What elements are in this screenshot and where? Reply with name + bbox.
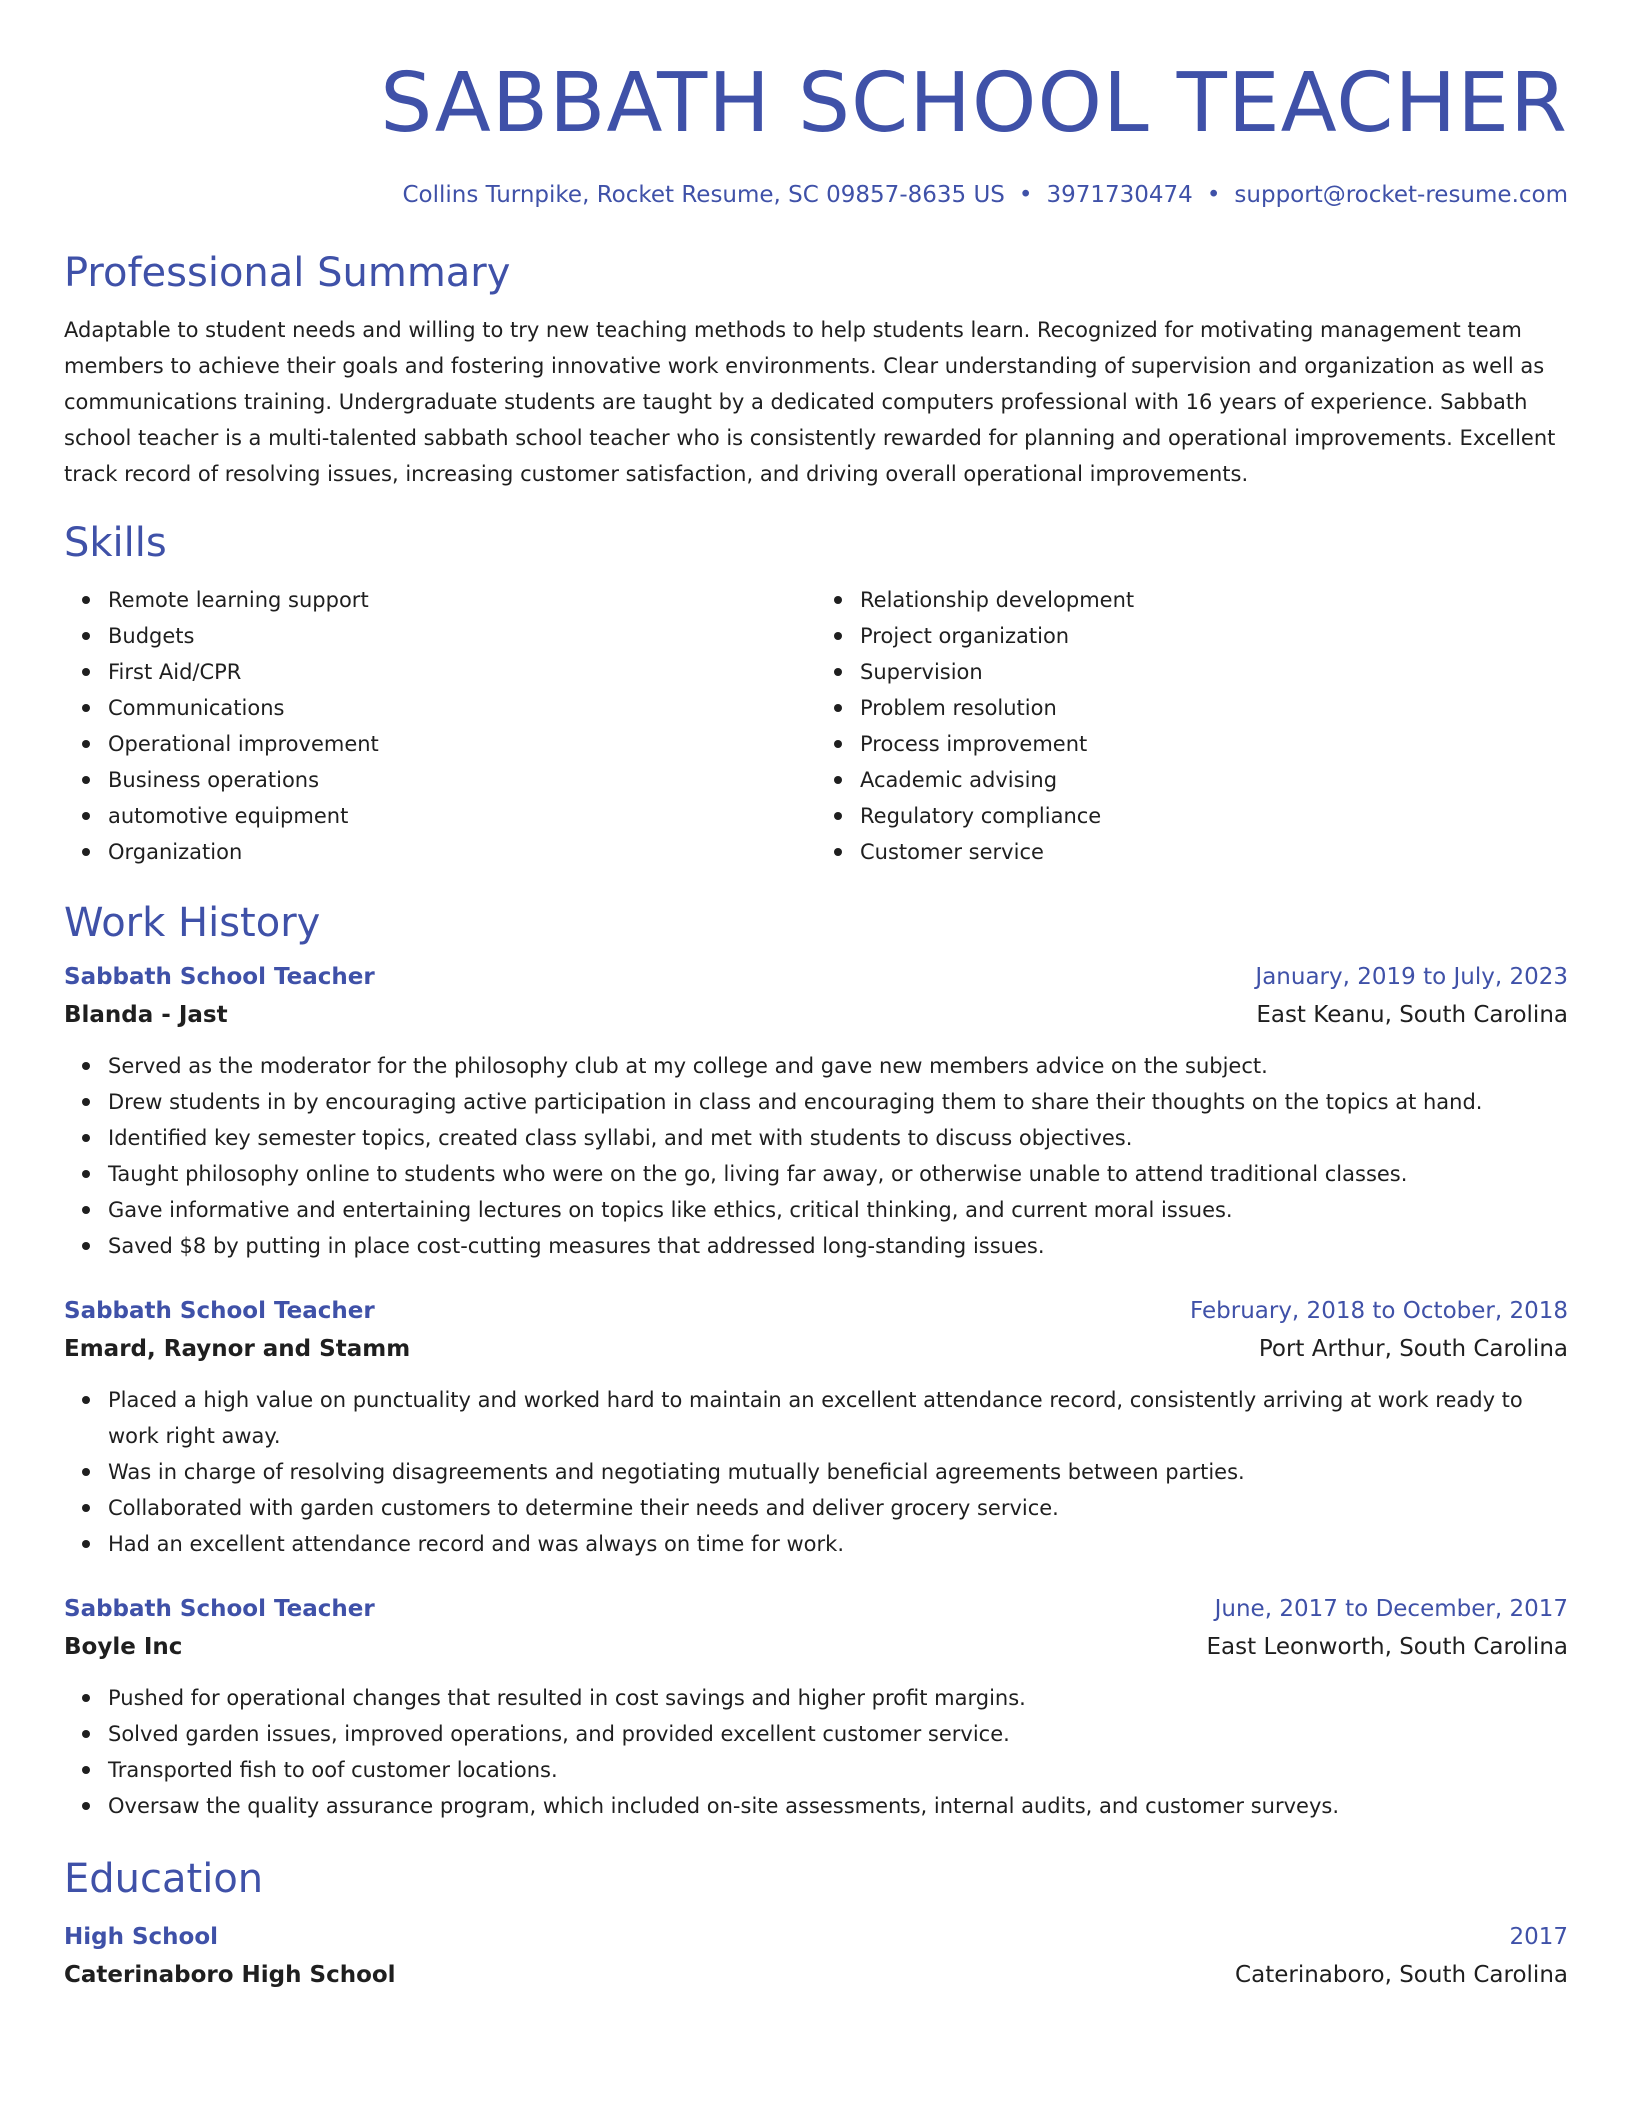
resume-name: SABBATH SCHOOL TEACHER	[380, 56, 1568, 151]
job-bullets	[64, 1048, 1568, 1264]
job-location: East Keanu, South Carolina	[1256, 1002, 1568, 1028]
job-bullet: Had an excellent attendance record and was always on time for work.	[108, 1526, 1568, 1562]
summary-text: Adaptable to student needs and willing to try new teaching methods to help students learn. Recognized for motivating management team members to achieve their goals and fostering innovative work environments. Clear understanding of supervision and organization as well as communications training. Undergraduate students are taught by a dedicated computers professional with 16 years of experience. Sabbath school teacher is a multi-talented sabbath school teacher who is consistently rewarded for planning and operational improvements. Excellent track record of resolving issues, increasing customer satisfaction, and driving overall operational improvements.	[64, 318, 1556, 486]
skills-column-right	[816, 582, 1568, 870]
resume-page	[64, 54, 1568, 1994]
contact-phone: 3971730474	[1046, 182, 1193, 208]
job-bullets	[64, 1680, 1568, 1824]
skill-item: Business operations	[108, 762, 816, 798]
education-location: Caterinaboro, South Carolina	[1235, 1962, 1568, 1988]
skills-column-left	[64, 582, 816, 870]
contact-line	[64, 178, 1568, 212]
job-bullet: Served as the moderator for the philosophy club at my college and gave new members advice on the subject.	[108, 1048, 1568, 1084]
job-entry	[64, 1292, 1568, 1562]
job-entry	[64, 958, 1568, 1264]
job-entry	[64, 1590, 1568, 1824]
job-location: East Leonworth, South Carolina	[1206, 1634, 1568, 1660]
education-heading: Education	[64, 1856, 264, 1902]
education-degree: High School	[64, 1924, 219, 1950]
job-title: Sabbath School Teacher	[64, 1596, 375, 1622]
job-bullet: Oversaw the quality assurance program, which included on-site assessments, internal audits, and customer surveys.	[108, 1788, 1568, 1824]
job-bullet: Solved garden issues, improved operations, and provided excellent customer service.	[108, 1716, 1568, 1752]
job-title: Sabbath School Teacher	[64, 964, 375, 990]
education-year: 2017	[1509, 1924, 1568, 1950]
job-bullet: Collaborated with garden customers to determine their needs and deliver grocery service.	[108, 1490, 1568, 1526]
job-company-row	[64, 1330, 1568, 1368]
job-bullet: Gave informative and entertaining lectures on topics like ethics, critical thinking, and current moral issues.	[108, 1192, 1568, 1228]
summary-heading: Professional Summary	[64, 250, 511, 296]
job-bullets	[64, 1382, 1568, 1562]
skill-item: Project organization	[860, 618, 1568, 654]
job-bullet: Identified key semester topics, created class syllabi, and met with students to discuss objectives.	[108, 1120, 1568, 1156]
job-bullet: Placed a high value on punctuality and worked hard to maintain an excellent attendance record, consistently arriving at work ready to work right away.	[108, 1382, 1568, 1454]
contact-email[interactable]: support@rocket-resume.com	[1234, 182, 1568, 208]
job-header-row	[64, 958, 1568, 996]
skills-grid	[64, 582, 1568, 870]
contact-address: Collins Turnpike, Rocket Resume, SC 09857-8635 US	[402, 182, 1005, 208]
skills-heading: Skills	[64, 520, 167, 566]
skill-item: Communications	[108, 690, 816, 726]
job-location: Port Arthur, South Carolina	[1258, 1336, 1568, 1362]
skill-item: Regulatory compliance	[860, 798, 1568, 834]
job-dates: January, 2019 to July, 2023	[1255, 964, 1568, 990]
job-header-row	[64, 1590, 1568, 1628]
skill-item: Organization	[108, 834, 816, 870]
skill-item: Operational improvement	[108, 726, 816, 762]
skill-item: Customer service	[860, 834, 1568, 870]
job-company: Boyle Inc	[64, 1634, 183, 1660]
job-bullet: Was in charge of resolving disagreements and negotiating mutually beneficial agreements between parties.	[108, 1454, 1568, 1490]
job-company-row	[64, 1628, 1568, 1666]
skill-item: automotive equipment	[108, 798, 816, 834]
job-bullet: Saved $8 by putting in place cost-cutting measures that addressed long-standing issues.	[108, 1228, 1568, 1264]
job-dates: February, 2018 to October, 2018	[1190, 1298, 1568, 1324]
work-history-heading: Work History	[64, 900, 321, 946]
skill-item: Academic advising	[860, 762, 1568, 798]
job-bullet: Taught philosophy online to students who were on the go, living far away, or otherwise unable to attend traditional classes.	[108, 1156, 1568, 1192]
contact-separator: •	[1018, 182, 1033, 208]
skill-item: Relationship development	[860, 582, 1568, 618]
job-company: Emard, Raynor and Stamm	[64, 1336, 411, 1362]
skill-item: Supervision	[860, 654, 1568, 690]
contact-separator: •	[1206, 182, 1221, 208]
job-bullet: Pushed for operational changes that resulted in cost savings and higher profit margins.	[108, 1680, 1568, 1716]
education-entry	[64, 1918, 1568, 1994]
job-bullet: Drew students in by encouraging active participation in class and encouraging them to share their thoughts on the topics at hand.	[108, 1084, 1568, 1120]
job-title: Sabbath School Teacher	[64, 1298, 375, 1324]
job-header-row	[64, 1292, 1568, 1330]
education-school-row	[64, 1956, 1568, 1994]
skill-item: Budgets	[108, 618, 816, 654]
skill-item: Process improvement	[860, 726, 1568, 762]
job-company: Blanda - Jast	[64, 1002, 228, 1028]
education-header-row	[64, 1918, 1568, 1956]
skill-item: Problem resolution	[860, 690, 1568, 726]
skill-item: First Aid/CPR	[108, 654, 816, 690]
education-school: Caterinaboro High School	[64, 1962, 396, 1988]
job-bullet: Transported fish to oof customer locations.	[108, 1752, 1568, 1788]
skill-item: Remote learning support	[108, 582, 816, 618]
job-dates: June, 2017 to December, 2017	[1214, 1596, 1568, 1622]
job-company-row	[64, 996, 1568, 1034]
